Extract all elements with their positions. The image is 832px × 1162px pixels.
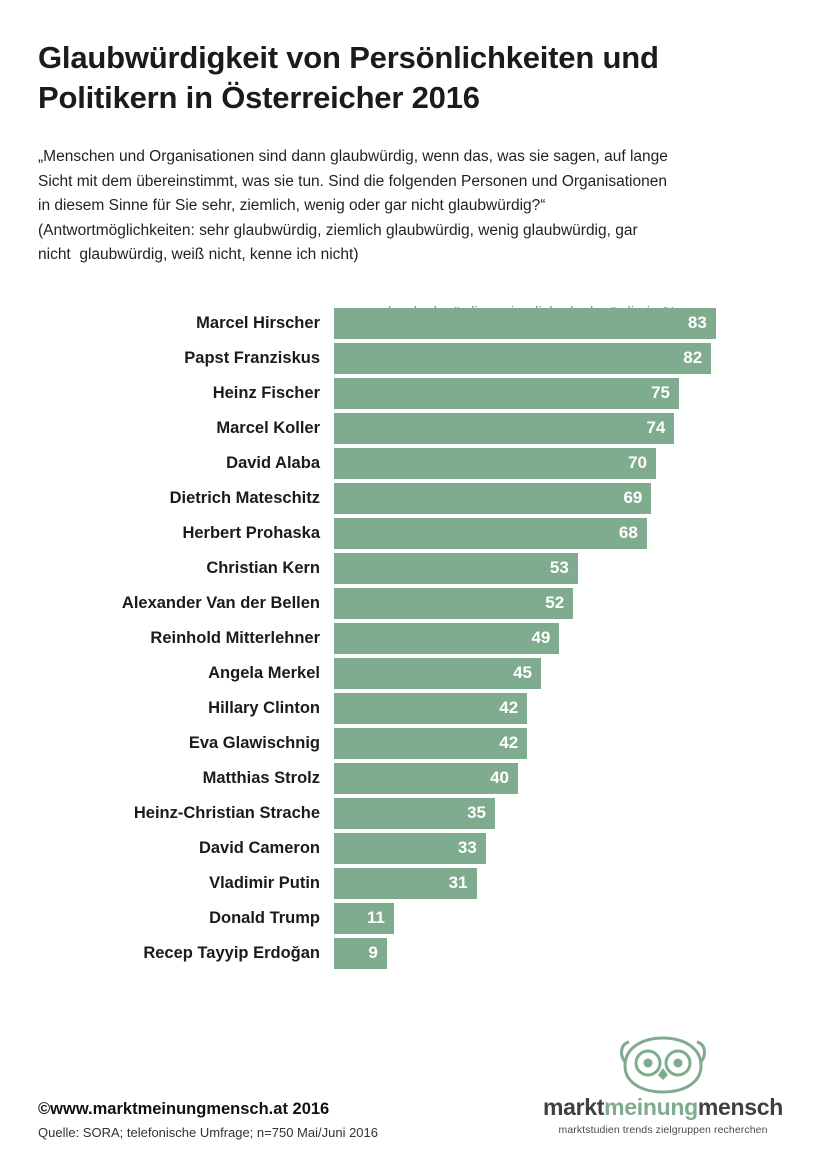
bar-row [38, 658, 794, 689]
bar-track [334, 903, 794, 934]
bar-track [334, 378, 794, 409]
bar-label: Hillary Clinton [208, 698, 320, 717]
bar-track [334, 308, 794, 339]
question-line: „Menschen und Organisationen sind dann glaubwürdig, wenn das, was sie sagen, auf lange [38, 148, 668, 166]
bar-track [334, 938, 794, 969]
owl-icon [615, 1036, 711, 1094]
bar-label: Marcel Koller [216, 418, 320, 437]
bar-track [334, 763, 794, 794]
bar-row [38, 903, 794, 934]
bar-label: Eva Glawischnig [188, 733, 320, 752]
bar-fill [334, 833, 486, 864]
bar-label: Alexander Van der Bellen [121, 593, 320, 612]
bar-row [38, 728, 794, 759]
brand-logo [536, 1036, 790, 1136]
question-line: Sicht mit dem übereinstimmt, was sie tun. Sind die folgenden Personen und Organisationen [38, 172, 667, 190]
bar-track [334, 343, 794, 374]
bar-value: 31 [448, 873, 468, 893]
bar-fill [334, 343, 711, 374]
bar-label: David Cameron [198, 838, 320, 857]
bar-label: Christian Kern [206, 558, 320, 577]
bar-value: 83 [687, 313, 707, 333]
bar-label: Heinz Fischer [212, 383, 320, 402]
bar-label: Reinhold Mitterlehner [150, 628, 320, 647]
bar-track [334, 623, 794, 654]
bar-row [38, 308, 794, 339]
bar-fill [334, 693, 527, 724]
bar-fill [334, 483, 651, 514]
logo-wordmark [536, 1096, 790, 1119]
source-text: Quelle: SORA; telefonische Umfrage; n=750 Mai/Juni 2016 [38, 1125, 378, 1140]
bar-value: 35 [467, 803, 486, 823]
bar-track [334, 833, 794, 864]
bar-row [38, 938, 794, 969]
question-line: nicht glaubwürdig, weiß nicht, kenne ich nicht) [38, 246, 359, 264]
bar-value: 11 [366, 908, 385, 928]
bar-fill [334, 763, 518, 794]
footer [38, 1094, 794, 1140]
bar-row [38, 623, 794, 654]
bar-track [334, 728, 794, 759]
page-title: Glaubwürdigkeit von Persönlichkeiten und Politikern in Österreicher 2016 [38, 40, 659, 115]
bar-value: 42 [499, 698, 519, 718]
bar-fill [334, 518, 647, 549]
bar-row [38, 413, 794, 444]
bar-value: 42 [499, 733, 519, 753]
bar-rows [38, 308, 794, 969]
bar-value: 52 [545, 593, 565, 613]
bar-track [334, 693, 794, 724]
bar-value: 40 [490, 768, 509, 788]
bar-value: 82 [683, 348, 703, 368]
bar-row [38, 483, 794, 514]
bar-fill [334, 378, 679, 409]
bar-value: 75 [651, 383, 670, 403]
copyright-text: ©www.marktmeinungmensch.at 2016 [38, 1100, 330, 1118]
bar-track [334, 588, 794, 619]
bar-row [38, 693, 794, 724]
bar-value: 45 [513, 663, 532, 683]
bar-fill [334, 623, 559, 654]
bar-row [38, 553, 794, 584]
bar-label: Papst Franziskus [184, 348, 320, 367]
bar-fill [334, 658, 541, 689]
logo-tagline: marktstudien trends zielgruppen recherchen [558, 1124, 768, 1136]
bar-track [334, 448, 794, 479]
bar-fill [334, 938, 387, 969]
logo-word-markt: markt [542, 1094, 605, 1120]
bar-value: 49 [531, 628, 551, 648]
bar-label: Vladimir Putin [209, 873, 320, 892]
bar-row [38, 588, 794, 619]
bar-track [334, 413, 794, 444]
bar-track [334, 553, 794, 584]
bar-fill [334, 553, 578, 584]
bar-track [334, 658, 794, 689]
bar-value: 69 [623, 488, 643, 508]
bar-value: 70 [628, 453, 647, 473]
question-line: in diesem Sinne für Sie sehr, ziemlich, wenig oder gar nicht glaubwürdig?“ [38, 197, 546, 215]
logo-word-mensch: mensch [697, 1094, 783, 1120]
bar-value: 68 [618, 523, 638, 543]
question-line: (Antwortmöglichkeiten: sehr glaubwürdig, ziemlich glaubwürdig, wenig glaubwürdig, gar [38, 221, 638, 239]
bar-label: Marcel Hirscher [196, 313, 320, 332]
bar-value: 74 [646, 418, 666, 438]
bar-value: 53 [549, 558, 569, 578]
bar-label: David Alaba [226, 453, 320, 472]
question-text [38, 145, 778, 267]
bar-label: Angela Merkel [208, 663, 320, 682]
bar-track [334, 868, 794, 899]
bar-fill [334, 868, 477, 899]
bar-label: Matthias Strolz [202, 768, 320, 787]
bar-track [334, 483, 794, 514]
bar-label: Herbert Prohaska [182, 523, 320, 542]
bar-row [38, 518, 794, 549]
bar-row [38, 448, 794, 479]
bar-row [38, 378, 794, 409]
bar-fill [334, 588, 573, 619]
bar-fill [334, 413, 674, 444]
bar-label: Dietrich Mateschitz [169, 488, 320, 507]
bar-value: 33 [457, 838, 477, 858]
bar-row [38, 798, 794, 829]
logo-word-meinung: meinung [604, 1094, 698, 1120]
bar-fill [334, 798, 495, 829]
bar-fill [334, 448, 656, 479]
bar-label: Heinz-Christian Strache [133, 803, 320, 822]
bar-track [334, 798, 794, 829]
bar-fill [334, 903, 394, 934]
bar-row [38, 833, 794, 864]
bar-row [38, 763, 794, 794]
bar-track [334, 518, 794, 549]
bar-row [38, 343, 794, 374]
bar-row [38, 868, 794, 899]
bar-fill [334, 728, 527, 759]
bar-value: 9 [368, 943, 378, 963]
bar-chart [38, 308, 794, 969]
bar-label: Recep Tayyip Erdoğan [143, 943, 320, 962]
bar-label: Donald Trump [209, 908, 320, 927]
bar-fill [334, 308, 716, 339]
